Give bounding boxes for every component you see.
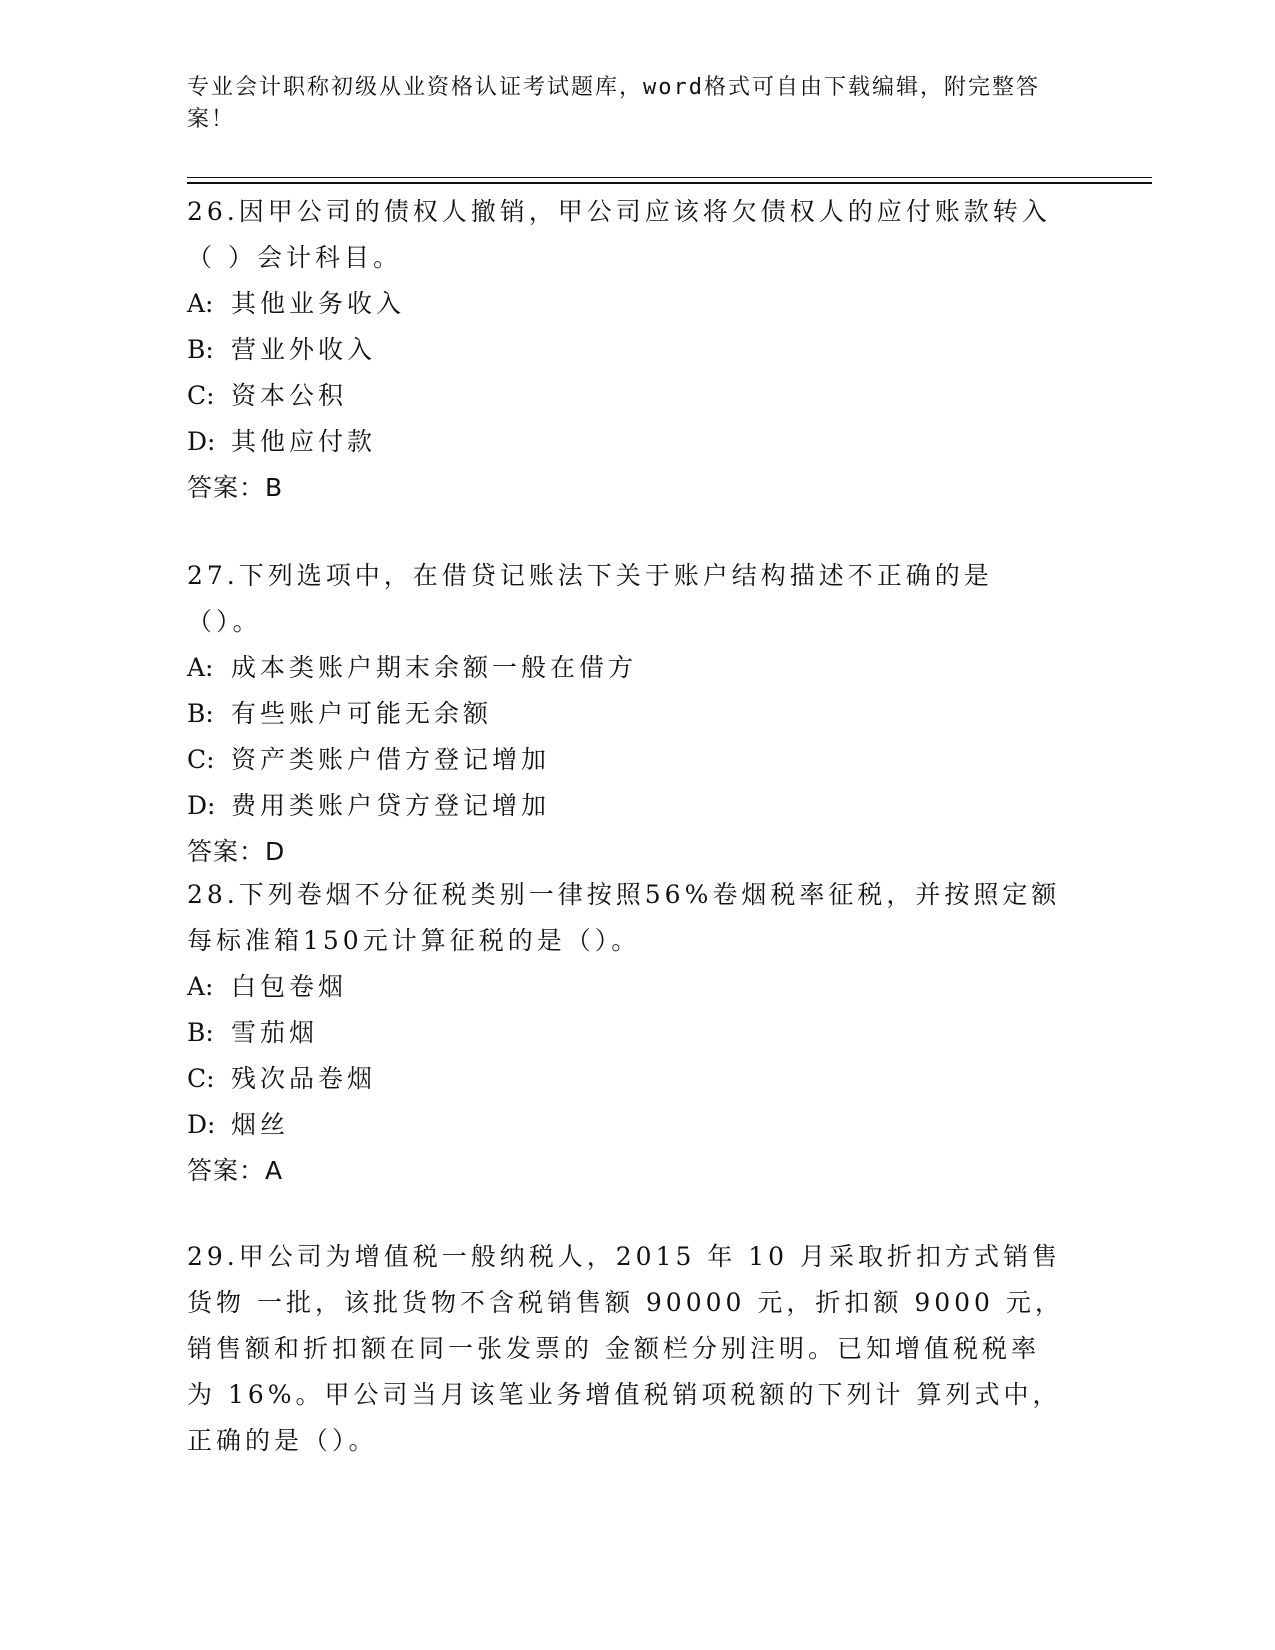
option-text: 其他应付款: [231, 427, 377, 456]
option-text: 其他业务收入: [231, 289, 406, 318]
option-a: [187, 964, 1067, 1010]
option-text: 有些账户可能无余额: [231, 699, 493, 728]
option-c: [187, 737, 1067, 783]
option-b: [187, 327, 1067, 373]
option-c: [187, 1056, 1067, 1102]
option-b: [187, 691, 1067, 737]
option-key: B:: [187, 335, 214, 364]
question-stem: 28.下列卷烟不分征税类别一律按照56%卷烟税率征税，并按照定额每标准箱150元计算征税的是（）。: [187, 880, 1061, 955]
option-key: D:: [187, 427, 216, 456]
question-27: [187, 553, 1067, 875]
option-a: [187, 645, 1067, 691]
option-c: [187, 373, 1067, 419]
option-key: B:: [187, 699, 214, 728]
option-key: C:: [187, 381, 215, 410]
option-text: 资产类账户借方登记增加: [231, 745, 551, 774]
question-28: [187, 872, 1067, 1194]
option-key: C:: [187, 745, 215, 774]
answer: 答案：A: [187, 1156, 284, 1185]
option-text: 费用类账户贷方登记增加: [231, 791, 551, 820]
page-header: 专业会计职称初级从业资格认证考试题库，word格式可自由下载编辑，附完整答案！: [187, 75, 1040, 132]
option-b: [187, 1010, 1067, 1056]
option-text: 烟丝: [231, 1110, 290, 1139]
option-key: D:: [187, 791, 216, 820]
question-29: [187, 1234, 1067, 1464]
header-divider-thick: [187, 182, 1152, 184]
option-key: D:: [187, 1110, 216, 1139]
question-stem: 29.甲公司为增值税一般纳税人，2015 年 10 月采取折扣方式销售货物 一批，该批货物不含税销售额 90000 元，折扣额 9000 元，销售额和折扣额在同一张发票的 金额栏分别注明。已知增值税税率为 16%。甲公司当月该笔业务增值税销项税额的下列计 算列式中，正确的是（）。: [187, 1242, 1064, 1455]
option-text: 营业外收入: [231, 335, 377, 364]
answer: 答案：D: [187, 837, 286, 866]
option-key: B:: [187, 1018, 214, 1047]
option-text: 雪茄烟: [231, 1018, 319, 1047]
option-text: 白包卷烟: [231, 972, 348, 1001]
option-key: A:: [187, 653, 214, 682]
question-26: [187, 189, 1067, 511]
option-key: A:: [187, 972, 214, 1001]
option-d: [187, 783, 1067, 829]
option-key: C:: [187, 1064, 215, 1093]
question-stem: 26.因甲公司的债权人撤销，甲公司应该将欠债权人的应付账款转入（ ）会计科目。: [187, 197, 1051, 272]
option-d: [187, 1102, 1067, 1148]
option-key: A:: [187, 289, 214, 318]
option-a: [187, 281, 1067, 327]
header-divider: [187, 177, 1152, 178]
answer: 答案：B: [187, 473, 284, 502]
option-d: [187, 419, 1067, 465]
option-text: 残次品卷烟: [231, 1064, 377, 1093]
question-stem: 27.下列选项中，在借贷记账法下关于账户结构描述不正确的是（）。: [187, 561, 993, 636]
option-text: 成本类账户期末余额一般在借方: [231, 653, 638, 682]
option-text: 资本公积: [231, 381, 348, 410]
